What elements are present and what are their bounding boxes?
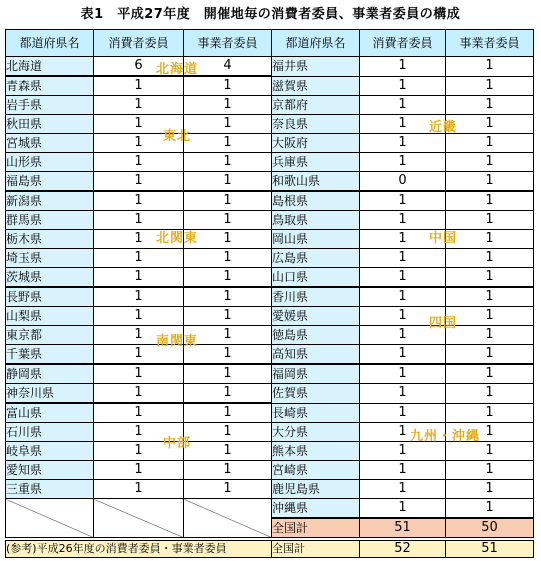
right-business-cell: 1 (446, 345, 534, 365)
total-label-cell: 全国計 (272, 518, 360, 538)
reference-total-label: 全国計 (272, 541, 360, 558)
right-pref-cell: 宮崎県 (272, 461, 360, 480)
right-pref-cell: 奈良県 (272, 115, 360, 134)
right-pref-cell: 山口県 (272, 268, 360, 288)
right-pref-cell: 京都府 (272, 96, 360, 115)
right-pref-cell: 沖縄県 (272, 499, 360, 519)
left-business-cell: 1 (184, 230, 272, 249)
right-consumer-cell: 1 (360, 307, 446, 326)
right-consumer-cell: 1 (360, 57, 446, 77)
empty-diagonal-cell (94, 499, 184, 538)
header-consumer-left: 消費者委員 (94, 30, 184, 57)
table-row (6, 384, 534, 404)
left-pref-cell: 栃木県 (6, 230, 94, 249)
right-consumer-cell: 1 (360, 480, 446, 499)
reference-table (5, 540, 534, 558)
left-consumer-cell: 1 (94, 480, 184, 499)
right-business-cell: 1 (446, 153, 534, 172)
left-consumer-cell: 1 (94, 76, 184, 96)
right-business-cell: 1 (446, 230, 534, 249)
region-label-kinki: 近畿 (429, 120, 458, 135)
total-consumer-cell: 51 (360, 518, 446, 538)
table-row (6, 249, 534, 268)
table-row (6, 115, 534, 134)
right-pref-cell: 大分県 (272, 423, 360, 442)
right-business-cell: 1 (446, 96, 534, 115)
left-consumer-cell: 1 (94, 364, 184, 384)
right-consumer-cell: 1 (360, 191, 446, 211)
table-row (6, 307, 534, 326)
right-consumer-cell: 1 (360, 115, 446, 134)
right-business-cell: 1 (446, 461, 534, 480)
left-pref-cell: 茨城県 (6, 268, 94, 288)
right-consumer-cell: 1 (360, 153, 446, 172)
header-business-left: 事業者委員 (184, 30, 272, 57)
right-business-cell: 1 (446, 249, 534, 268)
header-pref-right: 都道府県名 (272, 30, 360, 57)
right-consumer-cell: 1 (360, 211, 446, 230)
right-consumer-cell: 1 (360, 268, 446, 288)
left-business-cell: 1 (184, 287, 272, 307)
left-pref-cell: 青森県 (6, 76, 94, 96)
table-title: 表1 平成27年度 開催地毎の消費者委員、事業者委員の構成 (80, 7, 461, 22)
left-business-cell: 1 (184, 211, 272, 230)
right-pref-cell: 滋賀県 (272, 76, 360, 96)
left-pref-cell: 岐阜県 (6, 442, 94, 461)
region-label-minamikanto: 南関東 (156, 334, 199, 349)
right-pref-cell: 徳島県 (272, 326, 360, 345)
header-consumer-right: 消費者委員 (360, 30, 446, 57)
left-pref-cell: 北海道 (6, 57, 94, 77)
right-consumer-cell: 1 (360, 461, 446, 480)
left-consumer-cell: 1 (94, 211, 184, 230)
region-label-hokkaido: 北海道 (156, 62, 199, 77)
right-business-cell: 1 (446, 191, 534, 211)
left-consumer-cell: 1 (94, 442, 184, 461)
left-pref-cell: 千葉県 (6, 345, 94, 365)
left-consumer-cell: 1 (94, 345, 184, 365)
right-pref-cell: 高知県 (272, 345, 360, 365)
left-business-cell: 1 (184, 172, 272, 192)
left-pref-cell: 三重県 (6, 480, 94, 499)
region-label-hokkanto: 北関東 (156, 231, 199, 246)
region-label-tohoku: 東北 (163, 129, 192, 144)
left-pref-cell: 石川県 (6, 423, 94, 442)
right-pref-cell: 福岡県 (272, 364, 360, 384)
left-consumer-cell: 6 (94, 57, 184, 77)
right-business-cell: 1 (446, 403, 534, 423)
left-consumer-cell: 1 (94, 153, 184, 172)
reference-business-total: 51 (446, 541, 534, 558)
reference-row (6, 541, 534, 558)
right-consumer-cell: 1 (360, 345, 446, 365)
left-consumer-cell: 1 (94, 268, 184, 288)
left-pref-cell: 長野県 (6, 287, 94, 307)
right-consumer-cell: 0 (360, 172, 446, 192)
right-business-cell: 1 (446, 480, 534, 499)
right-consumer-cell: 1 (360, 499, 446, 519)
right-consumer-cell: 1 (360, 442, 446, 461)
left-pref-cell: 東京都 (6, 326, 94, 345)
left-business-cell: 1 (184, 96, 272, 115)
right-business-cell: 1 (446, 57, 534, 77)
table-row (6, 268, 534, 288)
right-consumer-cell: 1 (360, 96, 446, 115)
table-row (6, 423, 534, 442)
right-business-cell: 1 (446, 307, 534, 326)
table-row (6, 76, 534, 96)
header-business-right: 事業者委員 (446, 30, 534, 57)
right-pref-cell: 岡山県 (272, 230, 360, 249)
left-consumer-cell: 1 (94, 461, 184, 480)
total-business-cell: 50 (446, 518, 534, 538)
left-consumer-cell: 1 (94, 134, 184, 153)
table-row (6, 403, 534, 423)
right-business-cell: 1 (446, 134, 534, 153)
left-consumer-cell: 1 (94, 249, 184, 268)
right-consumer-cell: 1 (360, 384, 446, 404)
right-pref-cell: 大阪府 (272, 134, 360, 153)
right-pref-cell: 佐賀県 (272, 384, 360, 404)
right-consumer-cell: 1 (360, 403, 446, 423)
left-consumer-cell: 1 (94, 172, 184, 192)
left-business-cell: 1 (184, 442, 272, 461)
left-business-cell: 4 (184, 57, 272, 77)
table-row (6, 230, 534, 249)
right-consumer-cell: 1 (360, 364, 446, 384)
right-consumer-cell: 1 (360, 230, 446, 249)
left-pref-cell: 神奈川県 (6, 384, 94, 404)
region-label-shikoku: 四国 (429, 316, 458, 331)
table-row (6, 172, 534, 192)
right-pref-cell: 鹿児島県 (272, 480, 360, 499)
right-business-cell: 1 (446, 287, 534, 307)
table-row (6, 287, 534, 307)
left-business-cell: 1 (184, 326, 272, 345)
left-business-cell: 1 (184, 134, 272, 153)
left-business-cell: 1 (184, 345, 272, 365)
right-business-cell: 1 (446, 384, 534, 404)
right-pref-cell: 福井県 (272, 57, 360, 77)
left-pref-cell: 宮城県 (6, 134, 94, 153)
left-pref-cell: 岩手県 (6, 96, 94, 115)
right-business-cell: 1 (446, 442, 534, 461)
reference-consumer-total: 52 (360, 541, 446, 558)
left-pref-cell: 秋田県 (6, 115, 94, 134)
right-pref-cell: 島根県 (272, 191, 360, 211)
left-pref-cell: 静岡県 (6, 364, 94, 384)
left-pref-cell: 愛知県 (6, 461, 94, 480)
table-row (6, 442, 534, 461)
region-label-chubu: 中部 (163, 436, 192, 451)
right-pref-cell: 和歌山県 (272, 172, 360, 192)
left-business-cell: 1 (184, 461, 272, 480)
left-business-cell: 1 (184, 423, 272, 442)
right-business-cell: 1 (446, 115, 534, 134)
reference-note: (参考)平成26年度の消費者委員・事業者委員 (6, 541, 272, 558)
right-pref-cell: 香川県 (272, 287, 360, 307)
right-pref-cell: 広島県 (272, 249, 360, 268)
table-row (6, 326, 534, 345)
right-consumer-cell: 1 (360, 249, 446, 268)
committee-table (5, 29, 534, 538)
left-business-cell: 1 (184, 191, 272, 211)
table-row (6, 364, 534, 384)
right-business-cell: 1 (446, 499, 534, 519)
right-pref-cell: 鳥取県 (272, 211, 360, 230)
table-row (6, 211, 534, 230)
table-row (6, 345, 534, 365)
left-business-cell: 1 (184, 268, 272, 288)
right-business-cell: 1 (446, 268, 534, 288)
table-row (6, 153, 534, 172)
right-business-cell: 1 (446, 423, 534, 442)
left-consumer-cell: 1 (94, 191, 184, 211)
right-pref-cell: 愛媛県 (272, 307, 360, 326)
table-row (6, 96, 534, 115)
left-pref-cell: 群馬県 (6, 211, 94, 230)
right-pref-cell: 兵庫県 (272, 153, 360, 172)
left-consumer-cell: 1 (94, 326, 184, 345)
left-business-cell: 1 (184, 403, 272, 423)
table-row (6, 134, 534, 153)
region-label-kyushu: 九州・沖縄 (410, 429, 481, 444)
right-consumer-cell: 1 (360, 326, 446, 345)
empty-diagonal-cell (6, 499, 94, 538)
left-consumer-cell: 1 (94, 307, 184, 326)
right-business-cell: 1 (446, 211, 534, 230)
left-consumer-cell: 1 (94, 287, 184, 307)
right-consumer-cell: 1 (360, 76, 446, 96)
left-consumer-cell: 1 (94, 230, 184, 249)
left-pref-cell: 山形県 (6, 153, 94, 172)
left-consumer-cell: 1 (94, 384, 184, 404)
right-business-cell: 1 (446, 364, 534, 384)
header-pref-left: 都道府県名 (6, 30, 94, 57)
left-business-cell: 1 (184, 249, 272, 268)
right-business-cell: 1 (446, 76, 534, 96)
left-business-cell: 1 (184, 364, 272, 384)
header-row (6, 30, 534, 57)
table-row (6, 480, 534, 499)
right-consumer-cell: 1 (360, 287, 446, 307)
left-pref-cell: 新潟県 (6, 191, 94, 211)
right-pref-cell: 長崎県 (272, 403, 360, 423)
left-consumer-cell: 1 (94, 115, 184, 134)
table-row (6, 461, 534, 480)
left-pref-cell: 富山県 (6, 403, 94, 423)
right-business-cell: 1 (446, 326, 534, 345)
right-consumer-cell: 1 (360, 423, 446, 442)
table-row (6, 191, 534, 211)
left-business-cell: 1 (184, 153, 272, 172)
left-pref-cell: 埼玉県 (6, 249, 94, 268)
left-business-cell: 1 (184, 384, 272, 404)
left-business-cell: 1 (184, 115, 272, 134)
left-business-cell: 1 (184, 480, 272, 499)
left-consumer-cell: 1 (94, 403, 184, 423)
table-row (6, 499, 534, 519)
table-row (6, 57, 534, 77)
empty-diagonal-cell (184, 499, 272, 538)
left-pref-cell: 山梨県 (6, 307, 94, 326)
left-business-cell: 1 (184, 307, 272, 326)
left-consumer-cell: 1 (94, 423, 184, 442)
right-consumer-cell: 1 (360, 134, 446, 153)
left-consumer-cell: 1 (94, 96, 184, 115)
right-business-cell: 1 (446, 172, 534, 192)
left-business-cell: 1 (184, 76, 272, 96)
region-label-chugoku: 中国 (429, 231, 458, 246)
left-pref-cell: 福島県 (6, 172, 94, 192)
right-pref-cell: 熊本県 (272, 442, 360, 461)
